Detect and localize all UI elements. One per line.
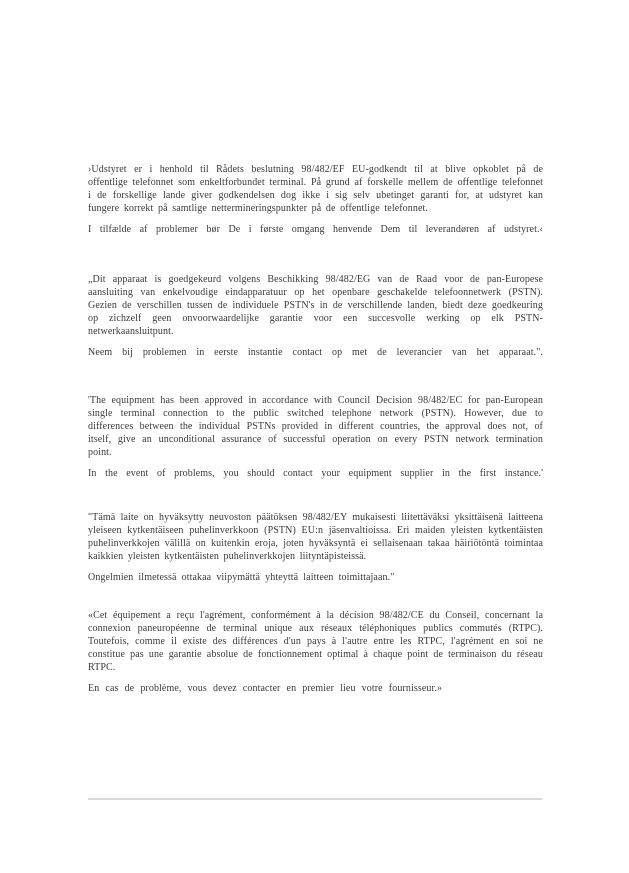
notice-section-danish <box>88 163 543 236</box>
notice-footnote-finnish: Ongelmien ilmetessä ottakaa viipymättä yhteyttä laitteen toimittajaan." <box>88 572 395 583</box>
notice-body-french: «Cet équipement a reçu l'agrément, conformément à la décision 98/482/CE du Conseil, concernant la connexion paneuropéenne de terminal unique aux réseaux téléphoniques publics commutés (RTPC). Toutefois, comme il existe des différences d'un pays à l'autre entre les RTPC, l'agrément en soi ne constitue pas une garantie absolue de fonctionnement optimal à chaque point de terminaison du réseau RTPC. <box>88 610 543 673</box>
notice-section-english <box>88 394 543 480</box>
notice-section-french <box>88 609 543 695</box>
notice-footnote-dutch: Neem bij problemen in eerste instantie contact op met de leverancier van het apparaat.". <box>88 347 543 358</box>
notice-body-english: 'The equipment has been approved in accordance with Council Decision 98/482/EC for pan-European single terminal connection to the public switched telephone network (PSTN). However, due to differences between the individual PSTNs provided in different countries, the approval does not, of itself, give an unconditional assurance of successful operation on every PSTN network termination point. <box>88 395 543 458</box>
notice-footnote-danish: I tilfælde af problemer bør De i første omgang henvende Dem til leverandøren af udstyret.‹ <box>88 224 543 235</box>
notice-body-dutch: „Dit apparaat is goedgekeurd volgens Beschikking 98/482/EG van de Raad voor de pan-Europese aansluiting van enkelvoudige eindapparatuur op het openbare geschakelde telefoonnetwerk (PSTN). Gezien de verschillen tussen de individuele PSTN's in de verschillende landen, biedt deze goedkeuring op zichzelf geen onvoorwaardelijke garantie voor een succesvolle werking op elk PSTN-netwerkaansluitpunt. <box>88 274 543 337</box>
notice-body-danish: ›Udstyret er i henhold til Rådets beslutning 98/482/EF EU-godkendt til at blive opkoblet på de offentlige telefonnet som enkeltforbundet terminal. På grund af forskelle mellem de offentlige telefonnet i de forskellige lande giver godkendelsen dog ikke i sig selv ubetinget garanti for, at udstyret kan fungere korrekt på samtlige nettermineringspunkter på de offentlige telefonnet. <box>88 164 543 214</box>
notice-footnote-french: En cas de problème, vous devez contacter en premier lieu votre fournisseur.» <box>88 683 443 694</box>
footer-rule <box>88 798 542 800</box>
notice-body-finnish: "Tämä laite on hyväksytty neuvoston päätöksen 98/482/EY mukaisesti liitettäväksi yksittäisenä laitteena yleiseen kytkentäiseen puhelinverkkoon (PSTN) EU:n jäsenvaltioissa. Eri maiden yleisten kytkentäisten puhelinverkkojen välillä on kuitenkin eroja, joten hyväksyntä ei sellaisenaan takaa häiriötöntä toimintaa kaikkien yleisten kytkentäisten puhelinverkkojen liityntäpisteissä. <box>88 512 543 562</box>
notice-section-finnish <box>88 511 543 584</box>
notice-section-dutch <box>88 273 543 359</box>
notice-footnote-english: In the event of problems, you should contact your equipment supplier in the first instance.' <box>88 468 543 479</box>
